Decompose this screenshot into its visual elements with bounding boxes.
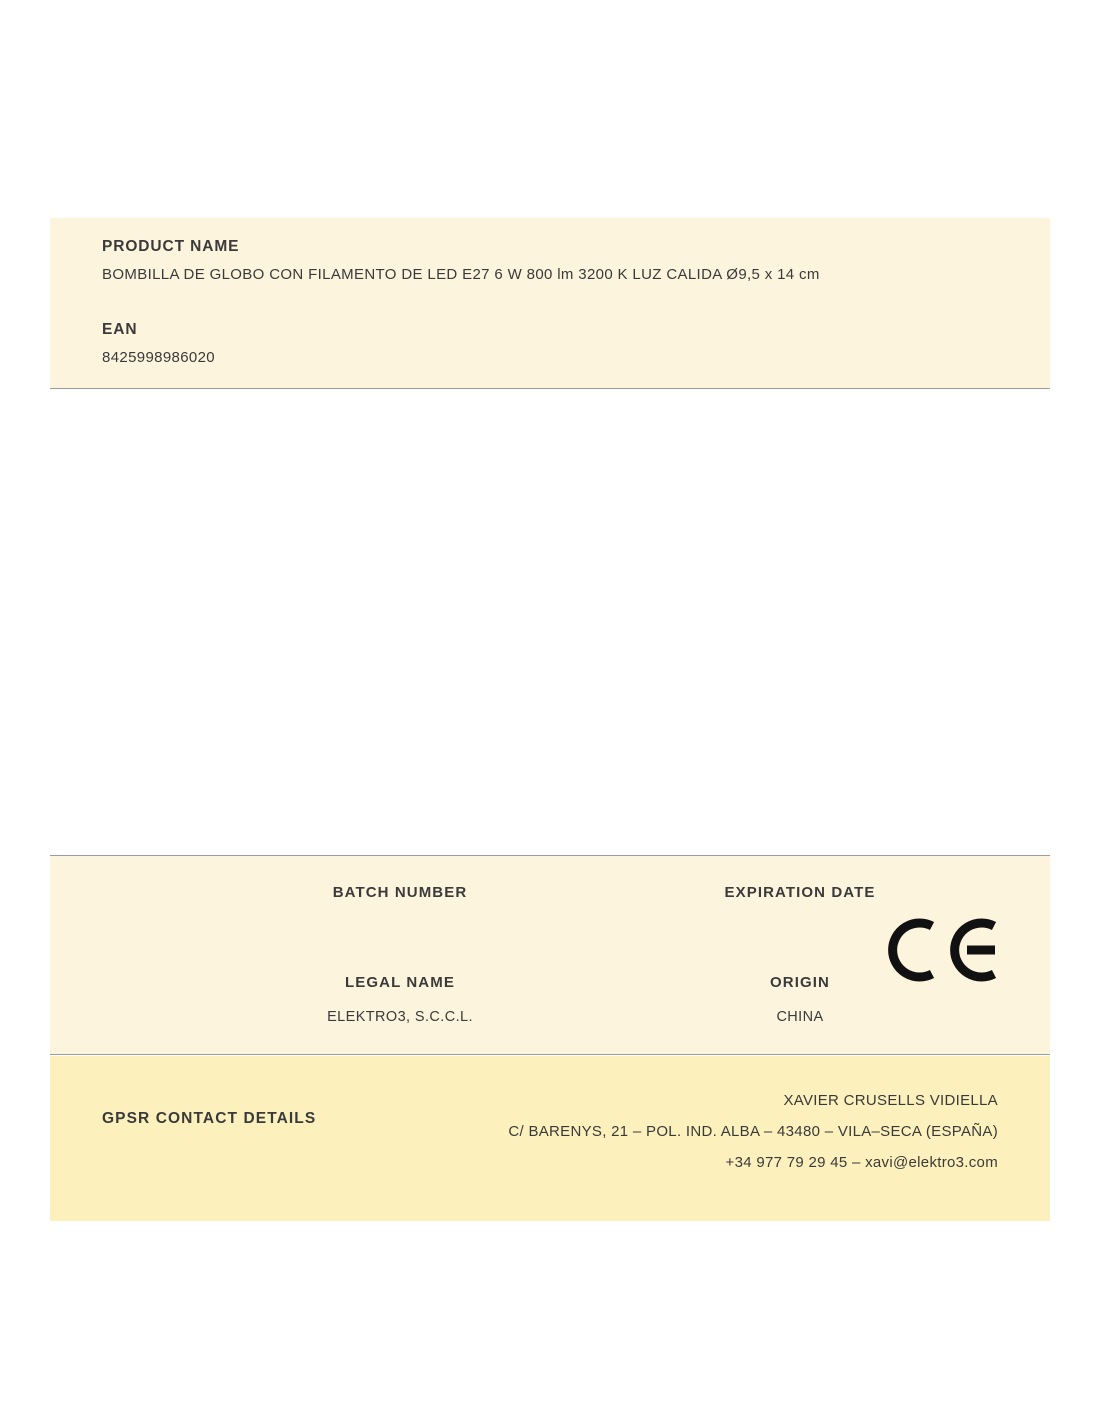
gpsr-address: C/ BARENYS, 21 – POL. IND. ALBA – 43480 – VILA–SECA (ESPAÑA) bbox=[508, 1123, 998, 1140]
details-grid bbox=[50, 856, 1050, 1054]
gpsr-phone-email: +34 977 79 29 45 – xavi@elektro3.com bbox=[725, 1154, 998, 1171]
product-details-panel bbox=[50, 855, 1050, 1055]
product-name-value: BOMBILLA DE GLOBO CON FILAMENTO DE LED E27 6 W 800 lm 3200 K LUZ CALIDA Ø9,5 x 14 cm bbox=[102, 266, 820, 283]
ce-marking-icon bbox=[888, 916, 998, 984]
ean-field bbox=[102, 321, 998, 366]
batch-number-label: BATCH NUMBER bbox=[332, 884, 468, 901]
origin-label: ORIGIN bbox=[770, 974, 830, 991]
batch-number-field bbox=[250, 884, 550, 936]
legal-name-field bbox=[250, 974, 550, 1026]
product-name-field bbox=[102, 238, 998, 283]
gpsr-contact-panel bbox=[50, 1056, 1050, 1221]
legal-name-label: LEGAL NAME bbox=[345, 974, 455, 991]
legal-name-value: ELEKTRO3, S.C.C.L. bbox=[327, 1009, 473, 1025]
gpsr-contact-lines bbox=[508, 1092, 998, 1171]
ean-value: 8425998986020 bbox=[102, 349, 215, 366]
expiration-date-label: EXPIRATION DATE bbox=[724, 884, 876, 901]
product-name-label: PRODUCT NAME bbox=[102, 238, 240, 255]
ean-label: EAN bbox=[102, 321, 138, 338]
gpsr-contact-name: XAVIER CRUSELLS VIDIELLA bbox=[783, 1092, 998, 1109]
batch-number-value bbox=[250, 919, 550, 936]
product-info-panel bbox=[50, 218, 1050, 389]
origin-value: CHINA bbox=[776, 1009, 824, 1025]
gpsr-label: GPSR CONTACT DETAILS bbox=[102, 1109, 317, 1127]
